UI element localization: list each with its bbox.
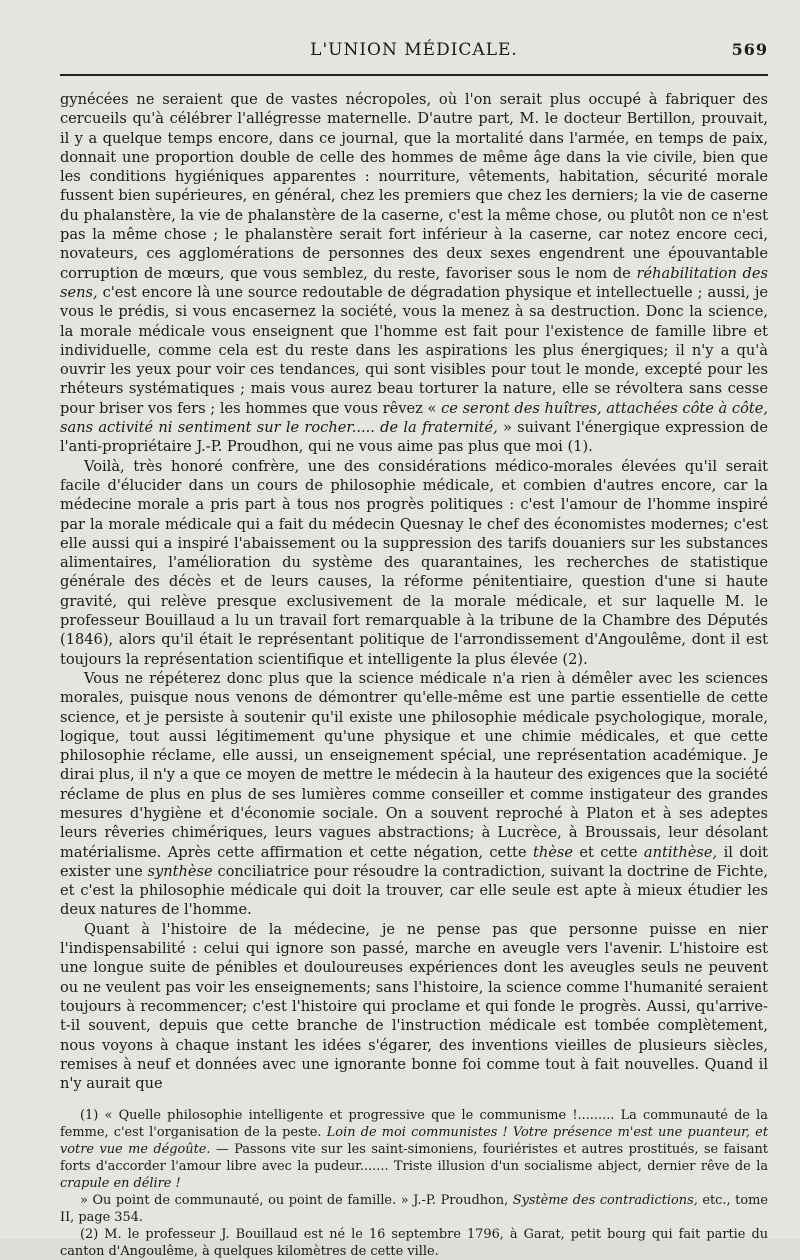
footnote-1-continuation: » Ou point de communauté, ou point de famille. » J.-P. Proudhon, Système des contradictions, etc., tome II, page 354.: [60, 1193, 768, 1226]
footnotes: [60, 1107, 768, 1260]
paragraph-4: Quant à l'histoire de la médecine, je ne pense pas que personne puisse en nier l'indispensabilité : celui qui ignore son passé, marche en aveugle vers l'avenir. L'histoire est une longue suite de pénibles et douloureuses expériences dont les aveugles seuls ne peuvent ou ne veulent pas voir les enseignements; sans l'histoire, la science comme l'humanité seraient toujours à recommencer; c'est l'histoire qui proclame et qui fonde le progrès. Aussi, qu'arrive-t-il souvent, depuis que cette branche de l'instruction médicale est tombée complètement, nous voyons à chaque instant les idées s'égarer, des inventions vieilles de plusieurs siècles, remises à neuf et données avec une ignorante bonne foi comme tout à fait nouvelles. Quand il n'y aurait que: [60, 920, 768, 1093]
paragraph-2: Voilà, très honoré confrère, une des considérations médico-morales élevées qu'il serait facile d'élucider dans un cours de philosophie médicale, et combien d'autres encore, car la médecine morale a pris part à tous nos progrès politiques : c'est l'amour de l'homme inspiré par la morale médicale qui a fait du médecin Quesnay le chef des économistes modernes; c'est elle aussi qui a inspiré l'abaissement ou la suppression des tarifs douaniers sur les substances alimentaires, l'amélioration du système des quarantaines, les recherches de statistique générale des décès et de leurs causes, la réforme pénitentiaire, question d'une si haute gravité, qui relève presque exclusivement de la morale médicale, et sur laquelle M. le professeur Bouillaud a lu un travail fort remarquable à la tribune de la Chambre des Députés (1846), alors qu'il était le représentant politique de l'arrondissement d'Angoulême, dont il est toujours la représentation scientifique et intelligente la plus élevée (2).: [60, 457, 768, 668]
running-header: [60, 40, 768, 66]
footnote-2: (2) M. le professeur J. Bouillaud est né le 16 septembre 1796, à Garat, petit bourg qui fait partie du canton d'Angoulême, à quelques kilomètres de cette ville.: [60, 1227, 768, 1260]
article-body: [60, 90, 768, 1093]
footnote-1: (1) « Quelle philosophie intelligente et progressive que le communisme !......... La communauté de la femme, c'est l'organisation de la peste. Loin de moi communistes ! Votre présence m'est une puanteur, et votre vue me dégoûte. — Passons vite sur les saint-simoniens, fouriéristes et autres prostitués, se faisant forts d'accorder l'amour libre avec la pudeur....... Triste illusion d'un socialisme abject, dernier rêve de la crapule en délire !: [60, 1108, 768, 1192]
page-number: 569: [731, 40, 768, 59]
running-title: L'UNION MÉDICALE.: [310, 40, 518, 60]
paragraph-3: Vous ne répéterez donc plus que la science médicale n'a rien à démêler avec les sciences morales, puisque nous venons de démontrer qu'elle-même est une partie essentielle de cette science, et je persiste à soutenir qu'il existe une philosophie médicale psychologique, morale, logique, tout aussi légitimement qu'une physique et une chimie médicales, et que cette philosophie réclame, elle aussi, un enseignement spécial, une représentation académique. Je dirai plus, il n'y a que ce moyen de mettre le médecin à la hauteur des exigences que la société réclame de plus en plus de ses lumières comme conseiller et comme instigateur des grandes mesures d'hygiène et d'économie sociale. On a souvent reproché à Platon et à ses adeptes leurs rêveries chimériques, leurs vagues abstractions; à Lucrèce, à Broussais, leur désolant matérialisme. Après cette affirmation et cette négation, cette thèse et cette antithèse, il doit exister une synthèse conciliatrice pour résoudre la contradiction, suivant la doctrine de Fichte, et c'est la philosophie médicale qui doit la trouver, car elle seule est apte à mieux étudier les deux natures de l'homme.: [60, 669, 768, 919]
paragraph-1: gynécées ne seraient que de vastes nécropoles, où l'on serait plus occupé à fabriquer des cercueils qu'à célébrer l'allégresse maternelle. D'autre part, M. le docteur Bertillon, prouvait, il y a quelque temps encore, dans ce journal, que la mortalité dans l'armée, en temps de paix, donnait une proportion double de celle des hommes de même âge dans la vie civile, bien que les conditions hygiéniques apparentes : nourriture, vêtements, habitation, sécurité morale fussent bien supérieures, en général, chez les premiers que chez les derniers; la vie de caserne du phalanstère, la vie de phalanstère de la caserne, c'est la même chose, ou plutôt non ce n'est pas la même chose ; le phalanstère serait fort inférieur à la caserne, car notez encore ceci, novateurs, ces agglomérations de personnes des deux sexes engendrent une épouvantable corruption de mœurs, que vous semblez, du reste, favoriser sous le nom de réhabilitation des sens, c'est encore là une source redoutable de dégradation physique et intellectuelle ; aussi, je vous le prédis, si vous encasernez la société, vous la menez à sa destruction. Donc la science, la morale médicale vous enseignent que l'homme est fait pour l'existence de famille libre et individuelle, comme cela est du reste dans les aspirations les plus énergiques; il n'y a qu'à ouvrir les yeux pour voir ces tendances, qui sont visibles pour tout le monde, excepté pour les rhéteurs systématiques ; mais vous aurez beau torturer la nature, elle se révoltera sans cesse pour briser vos fers ; les hommes que vous rêvez « ce seront des huîtres, attachées côte à côte, sans activité ni sentiment sur le rocher..... de la fraternité, » suivant l'énergique expression de l'anti-propriétaire J.-P. Proudhon, qui ne vous aime pas plus que moi (1).: [60, 91, 769, 456]
header-rule: [60, 74, 768, 76]
